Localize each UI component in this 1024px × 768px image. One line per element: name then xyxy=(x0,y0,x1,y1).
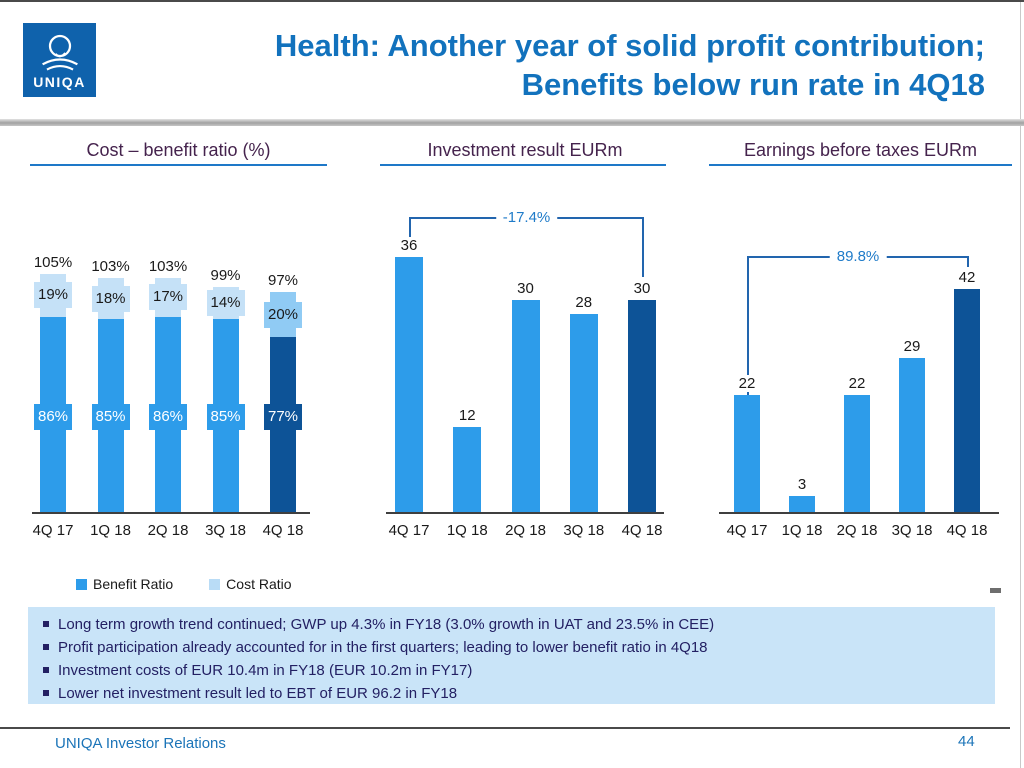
cost-ratio-label: 18% xyxy=(92,286,130,312)
x-axis-label: 4Q 17 xyxy=(32,522,74,539)
page-number: 44 xyxy=(958,733,975,750)
x-axis xyxy=(32,512,310,514)
x-axis-label: 2Q 18 xyxy=(836,522,878,539)
bullet-item xyxy=(43,636,985,659)
value-bar xyxy=(395,257,423,512)
uniqa-logo-text: UNIQA xyxy=(33,74,86,90)
x-axis-label: 3Q 18 xyxy=(205,522,246,539)
uniqa-q-icon xyxy=(32,33,88,73)
x-axis xyxy=(719,512,999,514)
value-bar xyxy=(844,395,870,512)
plot-ebt xyxy=(709,170,1012,550)
x-axis-label: 4Q 17 xyxy=(388,522,430,539)
legend-label: Benefit Ratio xyxy=(93,576,174,592)
value-bar xyxy=(512,300,540,512)
cost-ratio-label: 20% xyxy=(264,302,302,328)
bullet-text: Long term growth trend continued; GWP up 4.3% in FY18 (3.0% growth in UAT and 23.5% in CEE) xyxy=(58,616,715,633)
frame-mark xyxy=(990,588,1001,593)
bar-value-label: 30 xyxy=(618,280,666,297)
cost-ratio-label: 17% xyxy=(149,284,187,310)
slide-top-border xyxy=(0,0,1024,2)
footer-text: UNIQA Investor Relations xyxy=(55,735,226,752)
cost-ratio-label: 19% xyxy=(34,282,72,308)
footer-divider xyxy=(0,727,1010,729)
x-axis xyxy=(386,512,664,514)
bullet-text: Profit participation already accounted for in the first quarters; leading to lower benefit ratio in 4Q18 xyxy=(58,639,708,656)
bullet-square-icon xyxy=(43,621,49,627)
x-axis-label: 3Q 18 xyxy=(891,522,933,539)
total-ratio-label: 105% xyxy=(29,254,77,271)
x-axis-label: 3Q 18 xyxy=(563,522,605,539)
bar-value-label: 22 xyxy=(833,375,881,392)
x-axis-label: 1Q 18 xyxy=(90,522,131,539)
total-ratio-label: 97% xyxy=(259,272,307,289)
bullet-item xyxy=(43,682,985,705)
x-axis-label: 4Q 18 xyxy=(946,522,988,539)
chart-title-underline xyxy=(380,164,666,166)
x-axis-label: 1Q 18 xyxy=(781,522,823,539)
value-bar xyxy=(453,427,481,512)
bullet-text: Investment costs of EUR 10.4m in FY18 (EUR 10.2m in FY17) xyxy=(58,662,473,679)
benefit-ratio-label: 85% xyxy=(92,404,130,430)
plot-investment xyxy=(384,170,666,550)
bullet-text: Lower net investment result led to EBT of EUR 96.2 in FY18 xyxy=(58,685,458,702)
benefit-ratio-label: 85% xyxy=(207,404,245,430)
slide-title-line2: Benefits below run rate in 4Q18 xyxy=(521,67,985,102)
uniqa-logo xyxy=(23,23,96,97)
bullet-item xyxy=(43,613,985,636)
value-bar xyxy=(734,395,760,512)
bullet-square-icon xyxy=(43,644,49,650)
x-axis-label: 4Q 18 xyxy=(262,522,304,539)
total-ratio-label: 103% xyxy=(87,258,135,275)
legend-item xyxy=(209,576,291,592)
slide-title xyxy=(150,26,985,104)
bracket-line-right xyxy=(967,256,969,267)
slide-right-border xyxy=(1020,2,1021,768)
bullet-square-icon xyxy=(43,667,49,673)
bullet-item xyxy=(43,659,985,682)
chart-title-underline xyxy=(709,164,1012,166)
benefit-ratio-label: 77% xyxy=(264,404,302,430)
bracket-line-right xyxy=(642,217,644,277)
cost-ratio-label: 14% xyxy=(207,290,245,316)
bar-value-label: 28 xyxy=(560,294,608,311)
value-bar xyxy=(954,289,980,512)
x-axis-label: 4Q 17 xyxy=(726,522,768,539)
bar-value-label: 30 xyxy=(502,280,550,297)
bar-value-label: 12 xyxy=(443,407,491,424)
header-divider xyxy=(0,119,1024,126)
bracket-change-label: -17.4% xyxy=(496,209,558,226)
legend-swatch-icon xyxy=(76,579,87,590)
bracket-line-left xyxy=(409,217,411,237)
total-ratio-label: 99% xyxy=(202,267,250,284)
legend-swatch-icon xyxy=(209,579,220,590)
x-axis-label: 2Q 18 xyxy=(147,522,189,539)
chart-title-ebt: Earnings before taxes EURm xyxy=(743,140,978,160)
value-bar xyxy=(628,300,656,512)
bar-value-label: 29 xyxy=(888,338,936,355)
chart-legend xyxy=(76,576,292,592)
bar-value-label: 36 xyxy=(385,237,433,254)
legend-label: Cost Ratio xyxy=(226,576,292,592)
value-bar xyxy=(789,496,815,512)
x-axis-label: 4Q 18 xyxy=(621,522,663,539)
chart-title-cost-benefit: Cost – benefit ratio (%) xyxy=(86,140,271,160)
plot-cost-benefit xyxy=(30,170,330,550)
chart-title-investment: Investment result EURm xyxy=(427,140,623,160)
x-axis-label: 2Q 18 xyxy=(505,522,546,539)
chart-title-underline xyxy=(30,164,327,166)
legend-item xyxy=(76,576,173,592)
bullet-square-icon xyxy=(43,690,49,696)
value-bar xyxy=(570,314,598,512)
value-bar xyxy=(899,358,925,512)
slide-title-line1: Health: Another year of solid profit contribution; xyxy=(274,28,985,63)
benefit-ratio-label: 86% xyxy=(149,404,187,430)
benefit-ratio-label: 86% xyxy=(34,404,72,430)
total-ratio-label: 103% xyxy=(144,258,192,275)
bracket-change-label: 89.8% xyxy=(830,248,887,265)
x-axis-label: 1Q 18 xyxy=(446,522,488,539)
highlights-box xyxy=(28,607,995,704)
bar-value-label: 3 xyxy=(778,476,826,493)
bar-value-label: 22 xyxy=(723,375,771,392)
bar-value-label: 42 xyxy=(943,269,991,286)
